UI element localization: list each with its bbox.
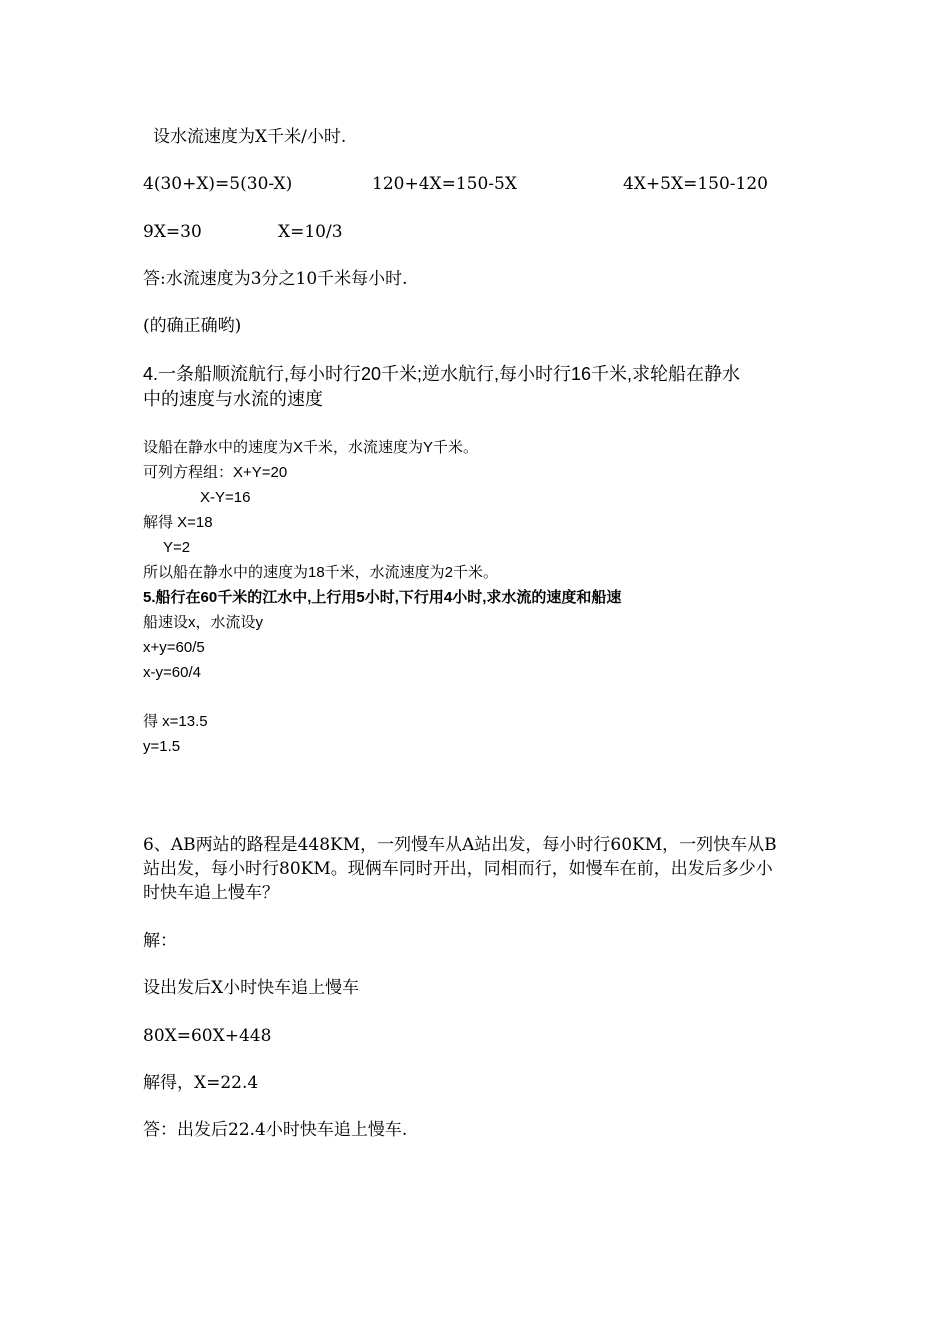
problem4-conclusion: 所以船在静水中的速度为18千米，水流速度为2千米。 [143,564,499,581]
problem6-equation: 80X=60X+448 [143,1026,272,1046]
problem4-question-line2: 中的速度与水流的速度 [143,389,323,409]
problem6-question-line3: 时快车追上慢车？ [143,883,279,903]
problem6-setup: 设出发后X小时快车追上慢车 [143,978,360,998]
problem6-result: 解得，X=22.4 [143,1073,259,1093]
problem4-system-line1: 可列方程组：X+Y=20 [143,464,288,481]
equation-step-2: 120+4X=150-5X [372,174,517,194]
problem6-answer: 答：出发后22.4小时快车追上慢车. [143,1120,408,1140]
problem5-result-2: y=1.5 [143,738,181,755]
problem6-question-line2: 站出发，每小时行80KM。现俩车同时开出，同相而行，如慢车在前，出发后多少小 [143,859,773,879]
problem5-equation-2: x-y=60/4 [143,664,201,681]
problem5-question: 5.船行在60千米的江水中,上行用5小时,下行用4小时,求水流的速度和船速 [143,589,622,606]
problem6-question-line1: 6、AB两站的路程是448KM，一列慢车从A站出发，每小时行60KM，一列快车从B [143,835,777,855]
problem6-solution-label: 解： [143,931,177,951]
problem4-solution-line2: Y=2 [163,539,191,556]
problem5-equation-1: x+y=60/5 [143,639,205,656]
problem4-setup: 设船在静水中的速度为X千米，水流速度为Y千米。 [143,439,479,456]
problem4-system-line2: X-Y=16 [200,489,251,506]
note-section3: (的确正确哟) [143,316,242,336]
equation-step-4: 9X=30 [143,222,202,242]
equation-step-3: 4X+5X=150-120 [623,174,768,194]
water-speed-setup: 设水流速度为X千米/小时. [153,127,347,147]
problem5-setup: 船速设x，水流设y [143,614,264,631]
equation-step-5: X=10/3 [278,222,343,242]
problem4-question-line1: 4.一条船顺流航行,每小时行20千米;逆水航行,每小时行16千米,求轮船在静水 [143,364,741,384]
problem5-result-1: 得 x=13.5 [143,713,208,730]
answer-section3: 答:水流速度为3分之10千米每小时. [143,269,408,289]
problem4-solution-line1: 解得 X=18 [143,514,213,531]
equation-step-1: 4(30+X)=5(30-X) [143,174,293,194]
